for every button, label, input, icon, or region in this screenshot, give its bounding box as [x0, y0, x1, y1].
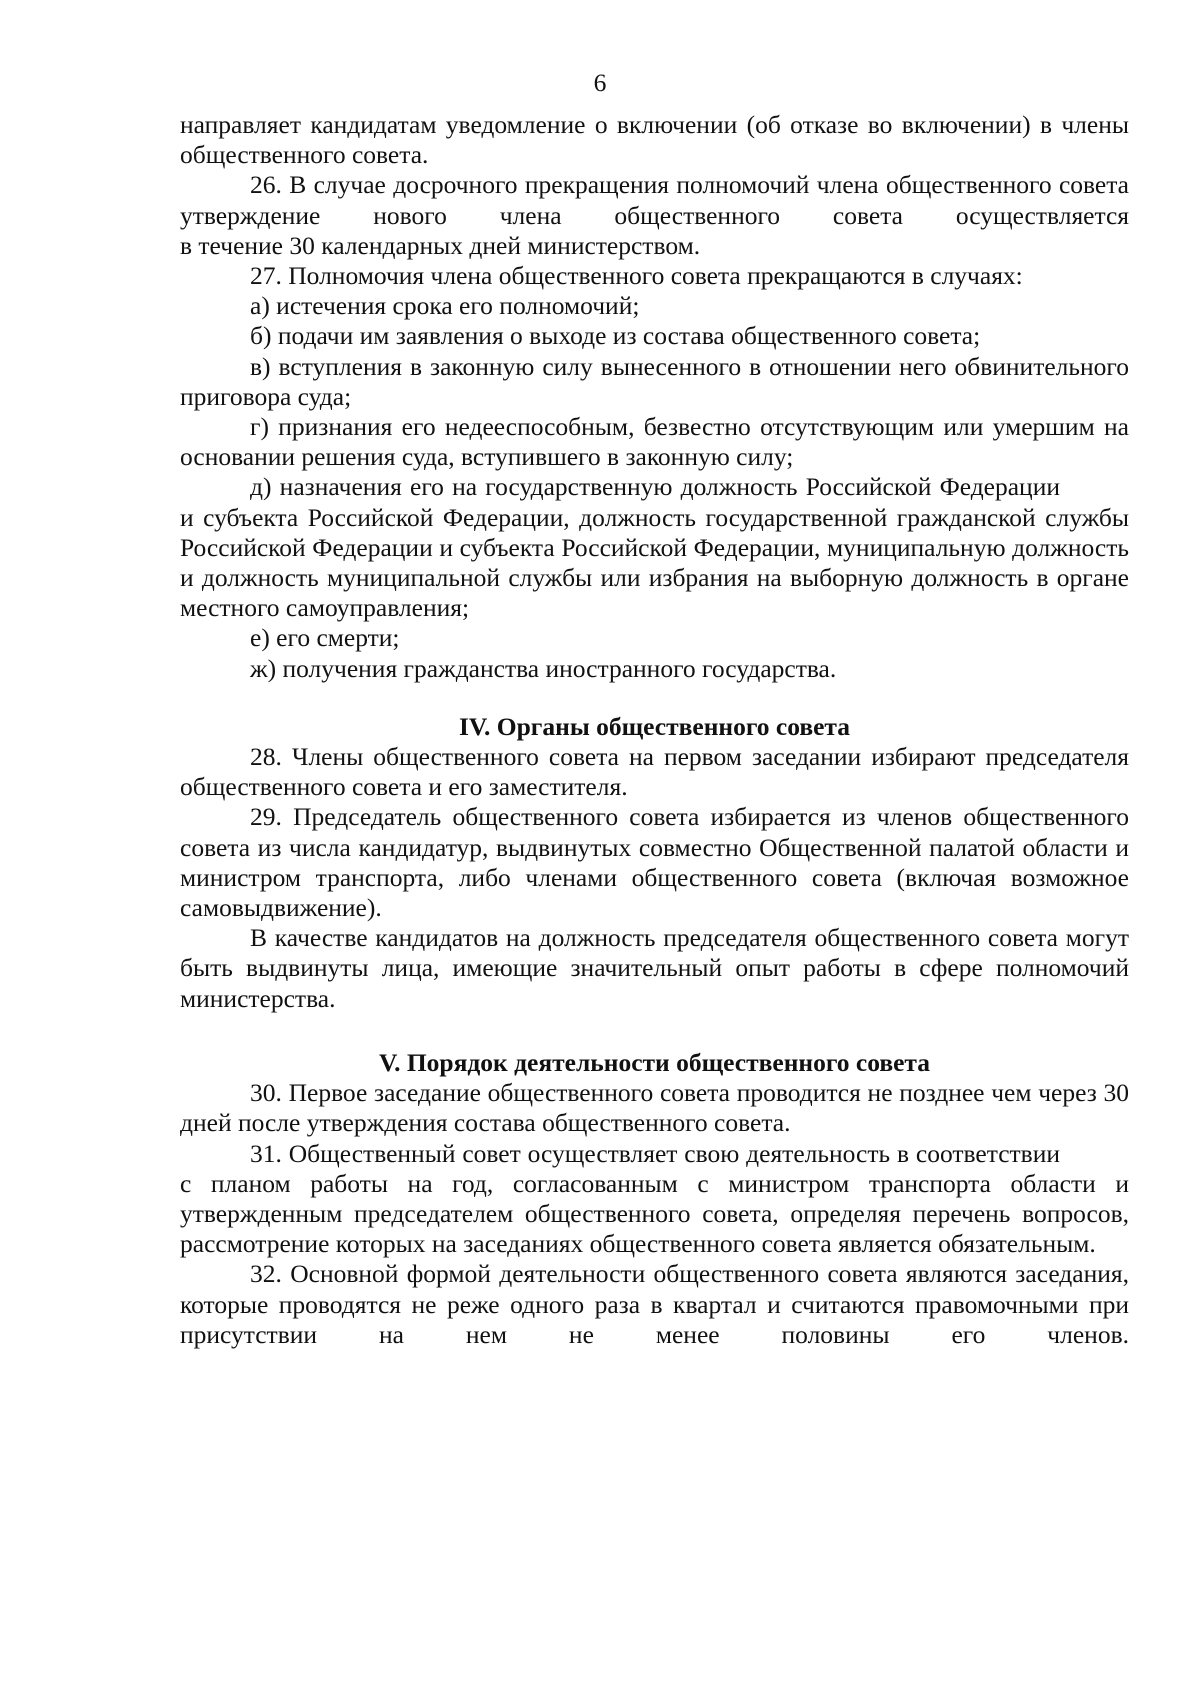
- section-gap: [180, 1014, 1129, 1048]
- paragraph-27-e: е) его смерти;: [250, 623, 400, 653]
- paragraph-27: 27. Полномочия члена общественного совета прекращаются в случаях:: [250, 261, 1023, 291]
- paragraph-27-a: а) истечения срока его полномочий;: [250, 291, 640, 321]
- paragraph-27-d-end: и субъекта Российской Федерации, должность государственной гражданской службы Российской Федерации и субъекта Российской Федерации, муниципальную должность и должность муниципальной службы или избрания на выборную должность в органе местного самоуправления;: [180, 502, 1129, 623]
- section-heading-v: V. Порядок деятельности общественного совета: [378, 1047, 931, 1077]
- paragraph-31-start: 31. Общественный совет осуществляет свою деятельность в соответствии: [250, 1138, 1060, 1168]
- section-gap: [180, 684, 1129, 712]
- section-heading-iv: IV. Органы общественного совета: [458, 711, 851, 741]
- paragraph-31-end: с планом работы на год, согласованным с министром транспорта области и утвержденным председателем общественного совета, определяя перечень вопросов, рассмотрение которых на заседаниях общественного совета является обязательным.: [180, 1168, 1129, 1259]
- paragraph-26-start: 26. В случае досрочного прекращения полномочий члена общественного совета утверждение нового члена общественного совета осуществляется: [180, 170, 1129, 230]
- paragraph-29: 29. Председатель общественного совета избирается из членов общественного совета из числа кандидатур, выдвинутых совместно Общественной палатой области и министром транспорта, либо членами общественного совета (включая возможное самовыдвижение).: [180, 802, 1129, 923]
- paragraph-27-b: б) подачи им заявления о выходе из состава общественного совета;: [250, 321, 981, 351]
- paragraph-30: 30. Первое заседание общественного совета проводится не позднее чем через 30 дней после утверждения состава общественного совета.: [180, 1078, 1129, 1138]
- paragraph-27-zh: ж) получения гражданства иностранного государства.: [250, 653, 837, 683]
- document-body: [180, 110, 1129, 1350]
- paragraph-27-g: г) признания его недееспособным, безвестно отсутствующим или умершим на основании решения суда, вступившего в законную силу;: [180, 412, 1129, 472]
- paragraph-25-end: направляет кандидатам уведомление о включении (об отказе во включении) в члены общественного совета.: [180, 110, 1129, 170]
- paragraph-28: 28. Члены общественного совета на первом заседании избирают председателя общественного совета и его заместителя.: [180, 742, 1129, 802]
- page-number: 6: [593, 68, 607, 97]
- paragraph-32: 32. Основной формой деятельности общественного совета являются заседания, которые проводятся не реже одного раза в квартал и считаются правомочными при присутствии на нем не менее половины его членов.: [180, 1259, 1129, 1349]
- paragraph-29-b: В качестве кандидатов на должность председателя общественного совета могут быть выдвинуты лица, имеющие значительный опыт работы в сфере полномочий министерства.: [180, 923, 1129, 1013]
- paragraph-27-v: в) вступления в законную силу вынесенного в отношении него обвинительного приговора суда;: [180, 351, 1129, 411]
- paragraph-27-d-start: д) назначения его на государственную должность Российской Федерации: [250, 472, 1060, 502]
- paragraph-26-end: в течение 30 календарных дней министерством.: [180, 230, 701, 260]
